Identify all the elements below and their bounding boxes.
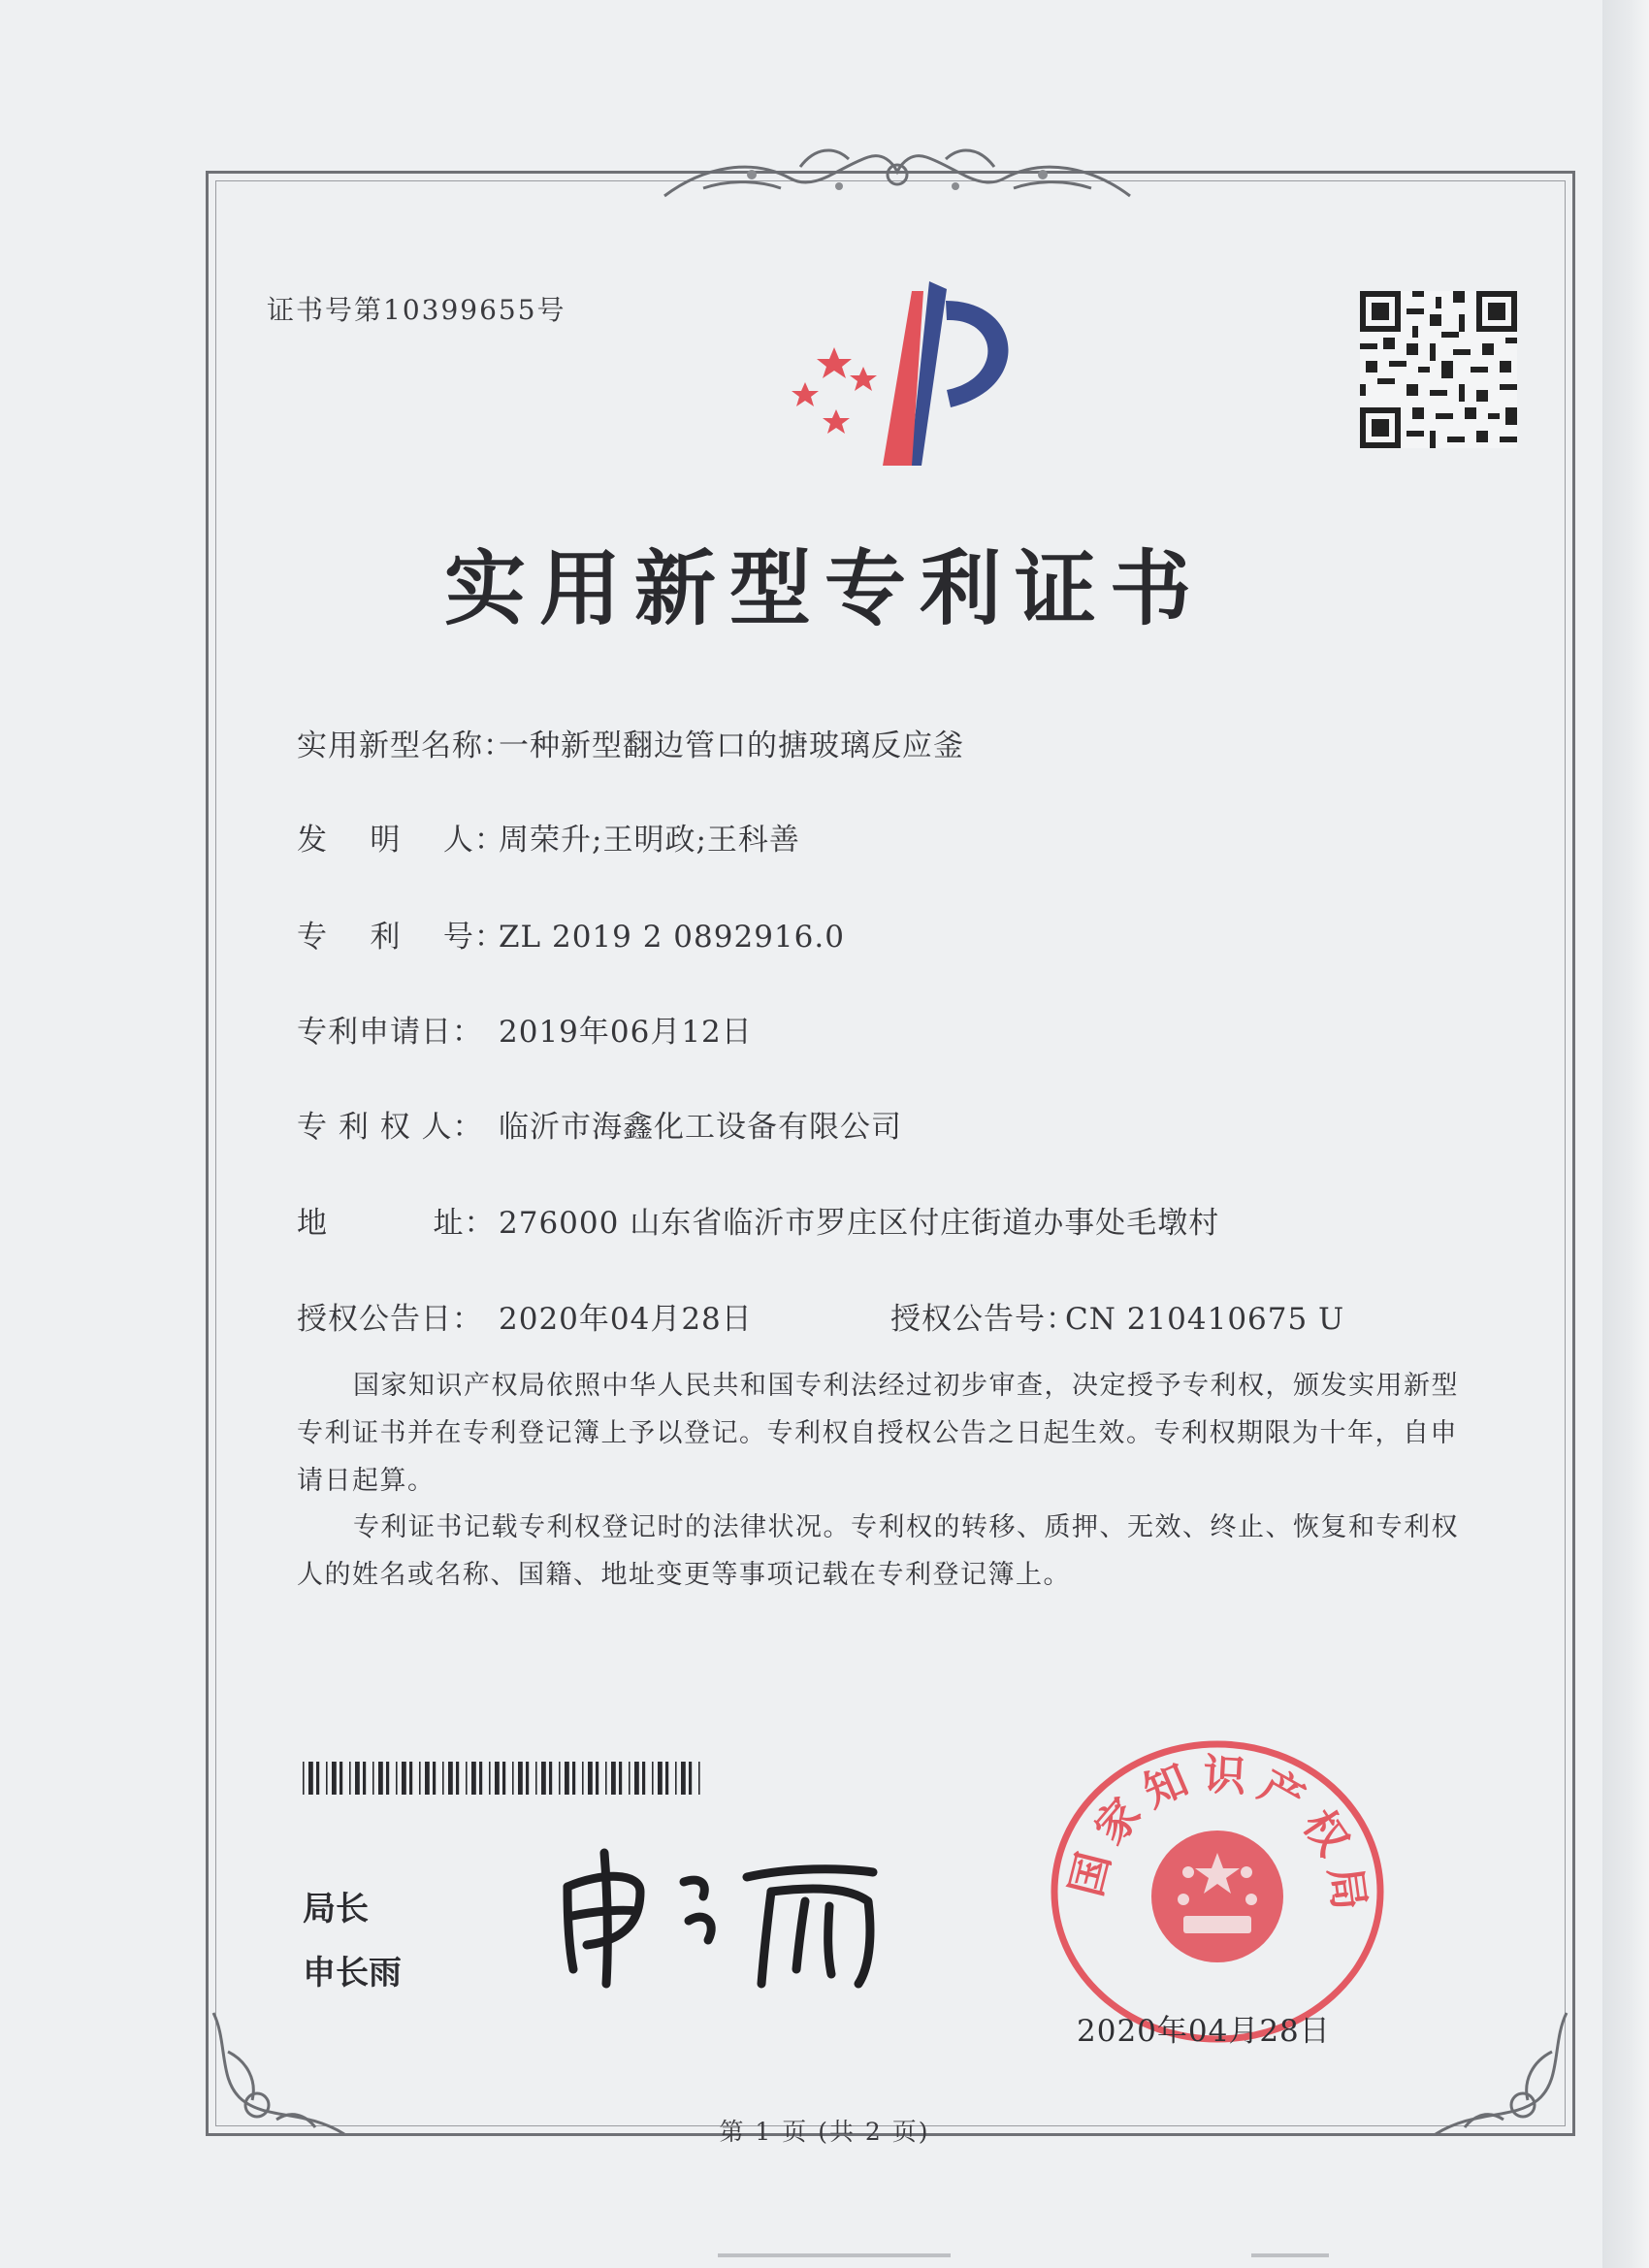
field-grant-announcement-number [890, 1294, 1344, 1338]
field-address [297, 1198, 1219, 1242]
field-value: 2019年06月12日 [499, 1015, 753, 1050]
cut-off-footer-text-2 [1251, 2252, 1329, 2258]
field-inventors [297, 815, 800, 859]
field-value: ZL 2019 2 0892916.0 [499, 920, 845, 955]
field-application-date [297, 1007, 753, 1051]
field-patentee [297, 1102, 902, 1146]
page-edge [1602, 0, 1649, 2268]
cut-off-footer-text [718, 2252, 951, 2258]
seal-text: 国家知识产权局 [1061, 1750, 1374, 1914]
field-value: 276000 山东省临沂市罗庄区付庄街道办事处毛墩村 [499, 1206, 1220, 1241]
field-value: 一种新型翻边管口的搪玻璃反应釜 [499, 729, 964, 763]
legal-status-paragraph: 专利证书记载专利权登记时的法律状况。专利权的转移、质押、无效、终止、恢复和专利权人的姓名或名称、国籍、地址变更等事项记载在专利登记簿上。 [297, 1512, 1459, 1590]
barcode-icon [303, 1762, 702, 1795]
field-label: 发 明 人： [297, 823, 505, 858]
director-signature [548, 1843, 897, 1989]
certificate-title: 实用新型专利证书 [443, 541, 1205, 636]
director-name: 申长雨 [303, 1954, 402, 1993]
cnipa-logo-icon [766, 281, 1018, 466]
grant-statement-paragraph: 国家知识产权局依照中华人民共和国专利法经过初步审查，决定授予专利权，颁发实用新型专利证书并在专利登记簿上予以登记。专利权自授权公告之日起生效。专利权期限为十年，自申请日起算。 [297, 1371, 1459, 1496]
field-patent-number [297, 912, 845, 956]
seal-date: 2020年04月28日 [1077, 2014, 1331, 2049]
director-title: 局长 [303, 1890, 369, 1928]
field-utility-model-name [297, 721, 964, 764]
certificate-number: 证书号第10399655号 [267, 294, 566, 326]
qr-code-icon [1360, 291, 1517, 448]
field-value: CN 210410675 U [1065, 1302, 1345, 1337]
field-value: 临沂市海鑫化工设备有限公司 [499, 1110, 902, 1145]
field-label: 专 利 权 人： [297, 1110, 484, 1145]
field-label: 地 址： [297, 1206, 496, 1241]
field-label: 授权公告日： [297, 1302, 483, 1337]
field-value: 周荣升;王明政;王科善 [499, 823, 800, 858]
field-label: 实用新型名称： [297, 729, 514, 763]
field-label: 专利申请日： [297, 1015, 483, 1050]
field-label: 专 利 号： [297, 920, 505, 955]
field-grant-announcement-date [297, 1294, 753, 1338]
field-label: 授权公告号： [890, 1302, 1077, 1337]
top-ornament-icon [645, 128, 1149, 215]
field-value: 2020年04月28日 [499, 1302, 753, 1337]
page-number: 第 1 页 (共 2 页) [719, 2118, 930, 2146]
